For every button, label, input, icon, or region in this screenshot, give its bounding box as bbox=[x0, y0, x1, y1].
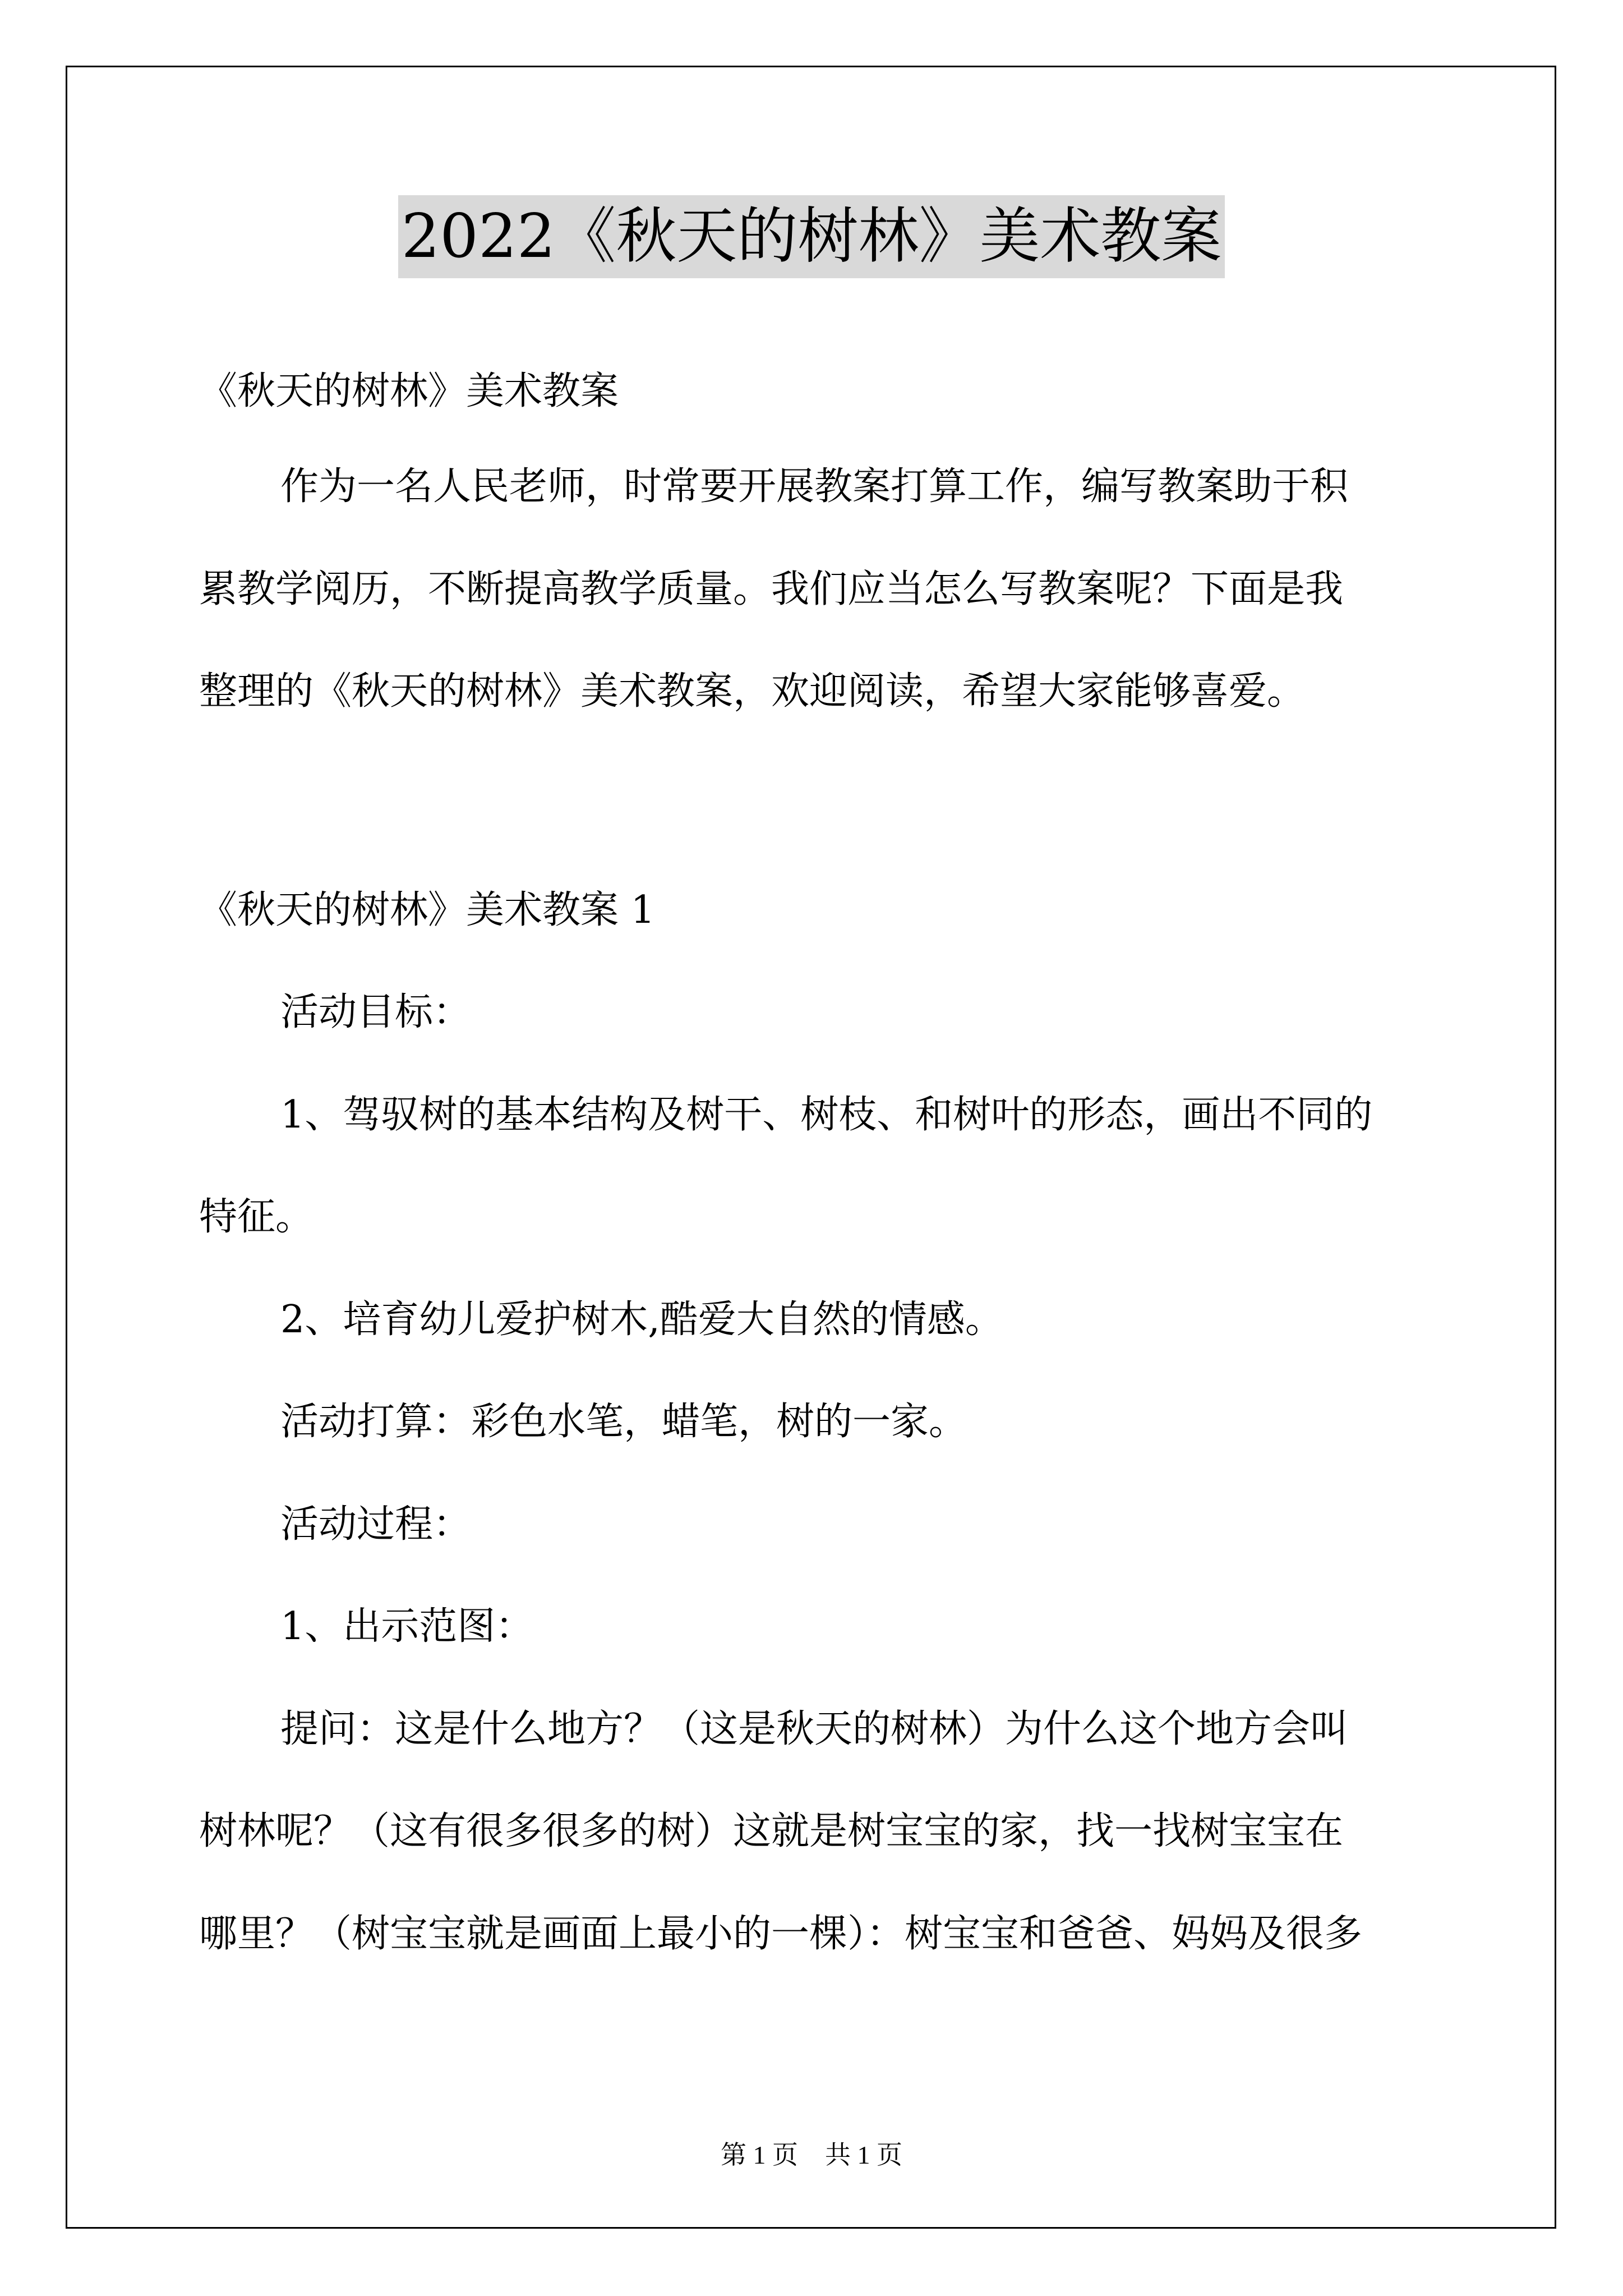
page-number: 第 1 页 bbox=[721, 2141, 798, 2169]
section-heading: 《秋天的树林》美术教案 1 bbox=[199, 888, 655, 932]
subtitle: 《秋天的树林》美术教案 bbox=[199, 369, 619, 413]
paragraph-line: 提问：这是什么地方？（这是秋天的树林）为什么这个地方会叫 bbox=[280, 1707, 1349, 1751]
paragraph-line: 活动打算：彩色水笔，蜡笔，树的一家。 bbox=[280, 1400, 967, 1444]
document-title: 2022《秋天的树林》美术教案 bbox=[398, 195, 1225, 278]
paragraph-line: 哪里？（树宝宝就是画面上最小的一棵）：树宝宝和爸爸、妈妈及很多 bbox=[199, 1912, 1363, 1956]
paragraph-line: 1、驾驭树的基本结构及树干、树枝、和树叶的形态，画出不同的 bbox=[280, 1093, 1373, 1137]
paragraph-line: 活动目标： bbox=[280, 990, 472, 1034]
paragraph-line: 整理的《秋天的树林》美术教案，欢迎阅读，希望大家能够喜爱。 bbox=[199, 669, 1306, 714]
page-total: 共 1 页 bbox=[825, 2141, 902, 2169]
page-footer bbox=[0, 2138, 1623, 2172]
paragraph-line: 2、培育幼儿爱护树木,酷爱大自然的情感。 bbox=[280, 1297, 1003, 1342]
paragraph-line: 作为一名人民老师，时常要开展教案打算工作，编写教案助于积 bbox=[280, 464, 1349, 509]
paragraph-line: 活动过程： bbox=[280, 1502, 472, 1547]
paragraph-line: 累教学阅历，不断提高教学质量。我们应当怎么写教案呢？下面是我 bbox=[199, 567, 1344, 611]
paragraph-line: 1、出示范图： bbox=[280, 1604, 534, 1649]
paragraph-line: 特征。 bbox=[199, 1195, 314, 1239]
paragraph-line: 树林呢？（这有很多很多的树）这就是树宝宝的家，找一找树宝宝在 bbox=[199, 1809, 1344, 1853]
title-container bbox=[0, 195, 1623, 278]
